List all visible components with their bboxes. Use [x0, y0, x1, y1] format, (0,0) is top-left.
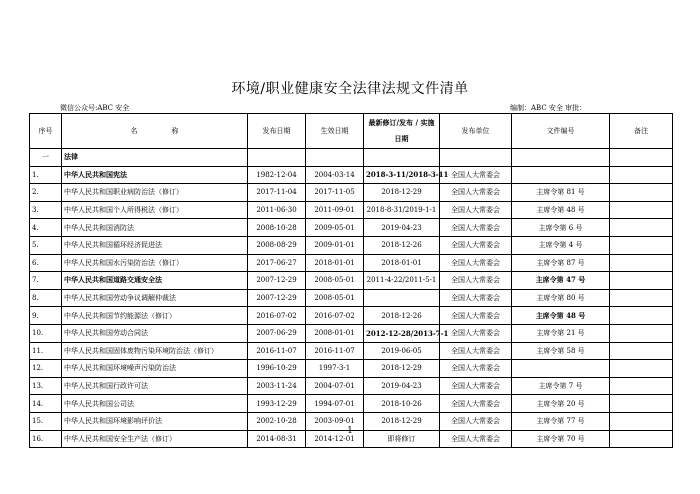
row-doc-number: 主席令第 80 号	[512, 289, 610, 307]
table-row	[30, 219, 673, 237]
row-issuing-unit: 全国人大常委会	[440, 395, 512, 413]
row-note	[610, 201, 673, 219]
table-row	[30, 289, 673, 307]
row-publish-date: 2017-06-27	[248, 254, 306, 272]
table-row	[30, 236, 673, 254]
row-issuing-unit: 全国人大常委会	[440, 430, 512, 448]
section-row	[30, 149, 673, 167]
row-seq: 8.	[30, 289, 62, 307]
table-row	[30, 377, 673, 395]
row-publish-date: 2007-12-29	[248, 289, 306, 307]
row-issuing-unit: 全国人大常委会	[440, 219, 512, 237]
row-effective-date: 2004-07-01	[306, 377, 364, 395]
row-note	[610, 166, 673, 184]
row-seq: 13.	[30, 377, 62, 395]
row-doc-number: 主席令第 20 号	[512, 395, 610, 413]
row-effective-date: 2014-12-01	[306, 430, 364, 448]
row-issuing-unit: 全国人大常委会	[440, 360, 512, 378]
row-note	[610, 236, 673, 254]
row-note	[610, 219, 673, 237]
row-name: 中华人民共和国道路交通安全法	[62, 272, 248, 290]
row-publish-date: 2007-06-29	[248, 324, 306, 342]
row-publish-date: 2017-11-04	[248, 184, 306, 202]
row-note	[610, 360, 673, 378]
row-latest-revision	[364, 289, 440, 307]
row-doc-number	[512, 166, 610, 184]
row-latest-revision: 2018-12-29	[364, 184, 440, 202]
row-latest-revision: 2019-06-05	[364, 342, 440, 360]
row-effective-date: 2008-01-01	[306, 324, 364, 342]
row-seq: 16.	[30, 430, 62, 448]
row-note	[610, 272, 673, 290]
row-seq: 3.	[30, 201, 62, 219]
row-name: 中华人民共和国环境噪声污染防治法	[62, 360, 248, 378]
header-name-a: 名	[130, 127, 138, 135]
header-seq: 序号	[30, 114, 62, 149]
row-effective-date: 2004-03-14	[306, 166, 364, 184]
row-doc-number: 主席令第 7 号	[512, 377, 610, 395]
row-name: 中华人民共和国循环经济促进法	[62, 236, 248, 254]
row-seq: 9.	[30, 307, 62, 325]
row-latest-revision: 2018-8-31/2019-1-1	[364, 201, 440, 219]
row-issuing-unit: 全国人大常委会	[440, 324, 512, 342]
row-note	[610, 289, 673, 307]
row-name: 中华人民共和国水污染防治法（修订）	[62, 254, 248, 272]
row-publish-date: 2002-10-28	[248, 412, 306, 430]
table-row	[30, 360, 673, 378]
row-issuing-unit: 全国人大常委会	[440, 272, 512, 290]
row-doc-number: 主席令第 47 号	[512, 272, 610, 290]
row-issuing-unit: 全国人大常委会	[440, 254, 512, 272]
row-doc-number: 主席令第 48 号	[512, 307, 610, 325]
row-name: 中华人民共和国劳动争议调解仲裁法	[62, 289, 248, 307]
section-seq: 一	[30, 149, 62, 167]
table-header-row	[30, 114, 673, 149]
row-doc-number: 主席令第 6 号	[512, 219, 610, 237]
row-name: 中华人民共和国职业病防治法（修订）	[62, 184, 248, 202]
row-issuing-unit: 全国人大常委会	[440, 289, 512, 307]
row-seq: 6.	[30, 254, 62, 272]
header-issuing-unit: 发布单位	[440, 114, 512, 149]
row-issuing-unit: 全国人大常委会	[440, 184, 512, 202]
table-row	[30, 395, 673, 413]
row-issuing-unit: 全国人大常委会	[440, 201, 512, 219]
row-latest-revision: 2018-3-11/2018-3-11	[364, 166, 440, 184]
row-name: 中华人民共和国公司法	[62, 395, 248, 413]
row-publish-date: 2007-12-29	[248, 272, 306, 290]
row-latest-revision: 2019-04-23	[364, 377, 440, 395]
row-doc-number: 主席令第 81 号	[512, 184, 610, 202]
row-latest-revision: 即将修订	[364, 430, 440, 448]
row-note	[610, 184, 673, 202]
header-doc-number: 文件编号	[512, 114, 610, 149]
row-seq: 7.	[30, 272, 62, 290]
row-name: 中华人民共和国消防法	[62, 219, 248, 237]
row-doc-number: 主席令第 58 号	[512, 342, 610, 360]
header-name	[62, 114, 248, 149]
section-name: 法律	[62, 149, 248, 167]
row-latest-revision: 2018-01-01	[364, 254, 440, 272]
row-effective-date: 2016-07-02	[306, 307, 364, 325]
table-row	[30, 254, 673, 272]
row-seq: 15.	[30, 412, 62, 430]
row-doc-number	[512, 360, 610, 378]
row-seq: 5.	[30, 236, 62, 254]
row-effective-date: 2008-05-01	[306, 272, 364, 290]
document-title: 环境/职业健康安全法律法规文件清单	[231, 81, 469, 97]
table-row	[30, 166, 673, 184]
row-note	[610, 324, 673, 342]
row-seq: 2.	[30, 184, 62, 202]
row-doc-number: 主席令第 21 号	[512, 324, 610, 342]
row-issuing-unit: 全国人大常委会	[440, 342, 512, 360]
table-row	[30, 184, 673, 202]
row-seq: 11.	[30, 342, 62, 360]
row-publish-date: 1996-10-29	[248, 360, 306, 378]
row-publish-date: 2008-10-28	[248, 219, 306, 237]
row-issuing-unit: 全国人大常委会	[440, 307, 512, 325]
row-name: 中华人民共和国节约能源法（修订）	[62, 307, 248, 325]
row-name: 中华人民共和国宪法	[62, 166, 248, 184]
row-latest-revision: 2018-12-26	[364, 307, 440, 325]
row-name: 中华人民共和国个人所得税法（修订）	[62, 201, 248, 219]
row-publish-date: 2003-11-24	[248, 377, 306, 395]
row-publish-date: 2011-06-30	[248, 201, 306, 219]
row-seq: 1.	[30, 166, 62, 184]
table-row	[30, 342, 673, 360]
page-number: 1	[347, 426, 353, 436]
meta-compiled-approved: 编制：ABC 安全 审批：	[510, 104, 587, 112]
row-publish-date: 1982-12-04	[248, 166, 306, 184]
row-latest-revision: 2018-12-26	[364, 236, 440, 254]
row-effective-date: 2008-05-01	[306, 289, 364, 307]
row-doc-number: 主席令第 70 号	[512, 430, 610, 448]
meta-wechat: 微信公众号:ABC 安全	[60, 104, 130, 112]
row-latest-revision: 2012-12-28/2013-7-1	[364, 324, 440, 342]
header-publish-date: 发布日期	[248, 114, 306, 149]
row-publish-date: 2016-11-07	[248, 342, 306, 360]
row-latest-revision: 2011-4-22/2011-5-1	[364, 272, 440, 290]
row-issuing-unit: 全国人大常委会	[440, 236, 512, 254]
header-latest-line1: 最新修订/发布 / 实施	[368, 118, 435, 127]
row-doc-number: 主席令第 87 号	[512, 254, 610, 272]
row-seq: 14.	[30, 395, 62, 413]
row-note	[610, 307, 673, 325]
row-seq: 4.	[30, 219, 62, 237]
row-effective-date: 2016-11-07	[306, 342, 364, 360]
row-doc-number: 主席令第 77 号	[512, 412, 610, 430]
row-effective-date: 2009-01-01	[306, 236, 364, 254]
row-note	[610, 342, 673, 360]
row-effective-date: 2017-11-05	[306, 184, 364, 202]
row-issuing-unit: 全国人大常委会	[440, 412, 512, 430]
header-effective-date: 生效日期	[306, 114, 364, 149]
row-latest-revision: 2019-04-23	[364, 219, 440, 237]
row-effective-date: 2018-01-01	[306, 254, 364, 272]
row-effective-date: 2003-09-01	[306, 412, 364, 430]
header-latest-revision	[364, 114, 440, 149]
row-note	[610, 395, 673, 413]
row-name: 中华人民共和国环境影响评价法	[62, 412, 248, 430]
row-doc-number: 主席令第 4 号	[512, 236, 610, 254]
row-name: 中华人民共和国劳动合同法	[62, 324, 248, 342]
row-seq: 12.	[30, 360, 62, 378]
row-name: 中华人民共和国安全生产法（修订）	[62, 430, 248, 448]
row-issuing-unit: 全国人大常委会	[440, 377, 512, 395]
table-row	[30, 324, 673, 342]
row-latest-revision: 2018-12-29	[364, 412, 440, 430]
table-row	[30, 307, 673, 325]
row-publish-date: 2016-07-02	[248, 307, 306, 325]
row-name: 中华人民共和国行政许可法	[62, 377, 248, 395]
row-effective-date: 1997-3-1	[306, 360, 364, 378]
row-effective-date: 2011-09-01	[306, 201, 364, 219]
row-effective-date: 1994-07-01	[306, 395, 364, 413]
row-issuing-unit: 全国人大常委会	[440, 166, 512, 184]
table-row	[30, 201, 673, 219]
row-publish-date: 1993-12-29	[248, 395, 306, 413]
row-name: 中华人民共和国固体废物污染环境防治法（修订）	[62, 342, 248, 360]
row-latest-revision: 2018-10-26	[364, 395, 440, 413]
row-doc-number: 主席令第 48 号	[512, 201, 610, 219]
row-seq: 10.	[30, 324, 62, 342]
header-note: 备注	[610, 114, 673, 149]
row-publish-date: 2008-08-29	[248, 236, 306, 254]
row-publish-date: 2014-08-31	[248, 430, 306, 448]
table-row	[30, 272, 673, 290]
row-note	[610, 254, 673, 272]
row-note	[610, 377, 673, 395]
header-name-b: 称	[171, 127, 179, 135]
regulations-table	[29, 113, 673, 448]
row-latest-revision: 2018-12-29	[364, 360, 440, 378]
header-latest-line2: 日期	[394, 134, 409, 143]
row-effective-date: 2009-05-01	[306, 219, 364, 237]
